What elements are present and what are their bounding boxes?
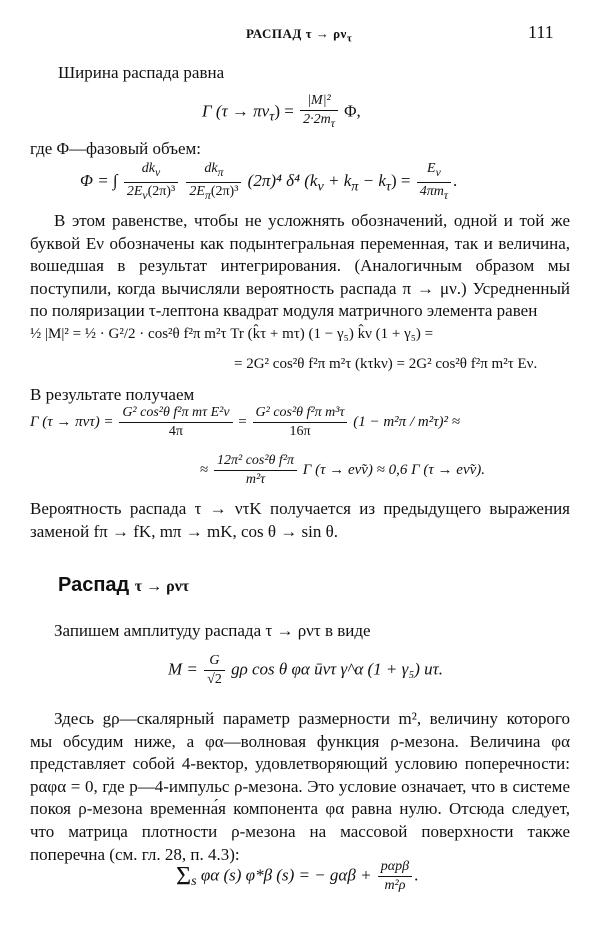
equation-amplitude: M = $\frac{G}{√2}$ gρ cos θ φα ūντ γ^α (1 + γ₅) uτ. xyxy=(168,653,443,687)
paragraph-notation: В этом равенстве, чтобы не усложнять обозначений, одной и той же буквой Eν обозначены как подынтегральная переменная, так и величина, вошедшая в результат интегрирования. (Аналогичным образом мы поступили, когда вычисляли вероятность распада π → μν.) Усредненный по поляризации τ-лептона квадрат модуля матричного элемента равен xyxy=(30,211,570,321)
paragraph-rho-meson: Здесь gρ—скалярный параметр размерности m², величину которого мы обсудим ниже, а φα—волновая функция ρ-мезона. Величина φα представляет собой 4-вектор, удовлетворяющий условию поперечности: pαφα = 0, где p—4-импульс ρ-мезона. Это условие означает, что в системе покоя ρ-мезона временна́я компонента φα равна нулю. Отсюда следует, что матрица плотности ρ-мезона на массовой поверхности также поперечна (см. гл. 28, п. 4.3): xyxy=(30,709,570,864)
equation-result-line2: ≈ $\frac{\text{12π² cos²θ f²π}}{\text{m²τ}}$ Γ (τ → eν̃ν) ≈ 0,6 Γ (τ → eν̃ν). xyxy=(200,453,486,487)
page-number: 111 xyxy=(528,22,554,42)
running-title: РАСПАД $\tau \to \rho\nu_\tau$ xyxy=(246,26,353,45)
paragraph-kaon-decay: Вероятность распада τ → ντK получается из предыдущего выражения заменой fπ → fK, mπ → mK, cos θ → sin θ. xyxy=(30,499,570,541)
section-heading: Распад τ → ρντ xyxy=(58,574,190,596)
equation-density-matrix: $\Sigma_s$ φα (s) φ*β (s) = − gαβ + $\frac{\text{pαpβ}}{\text{m²ρ}}$ . xyxy=(176,859,419,893)
equation-decay-width: Γ $(\tau \to \pi\nu_\tau)$ = $\frac{\text{|M|²}}{2\cdot 2m_\tau}$ Φ, xyxy=(202,93,361,130)
paragraph-result: В результате получаем xyxy=(30,385,195,404)
equation-matrix-element-line1: ½ |M|² = ½ · G²/2 · cos²θ f²π m²τ Tr (k̂τ + mτ) (1 − γ₅) k̂ν (1 + γ₅) = xyxy=(30,326,434,342)
paragraph-amplitude: Запишем амплитуду распада τ → ρντ в виде xyxy=(54,621,371,640)
paragraph-phase-volume: где Φ—фазовый объем: xyxy=(30,139,202,158)
equation-result-line1: Γ (τ → πντ) = $\frac{\text{G² cos²θ f²π mτ E²ν}}{4\pi}$ = $\frac{\text{G² cos²θ f²π m³τ}}{16\pi}$ (1 − m²π / m²τ)² ≈ xyxy=(30,405,461,439)
equation-phase-volume: Φ = ∫ $\frac{dk_\nu}{2E_\nu(2\pi)^3}$ $\frac{dk_\pi}{2E_\pi(2\pi)^3}$ (2π)⁴ δ⁴ $(k_\nu + k_\pi - k_\tau)$ = $\frac{E_\nu}{4\pi m_\tau}$ . xyxy=(80,161,458,202)
equation-matrix-element-line2: = 2G² cos²θ f²π m²τ (kτkν) = 2G² cos²θ f²π m²τ Eν. xyxy=(234,356,538,372)
paragraph-decay-width: Ширина распада равна xyxy=(58,63,225,82)
page-header xyxy=(0,22,600,46)
